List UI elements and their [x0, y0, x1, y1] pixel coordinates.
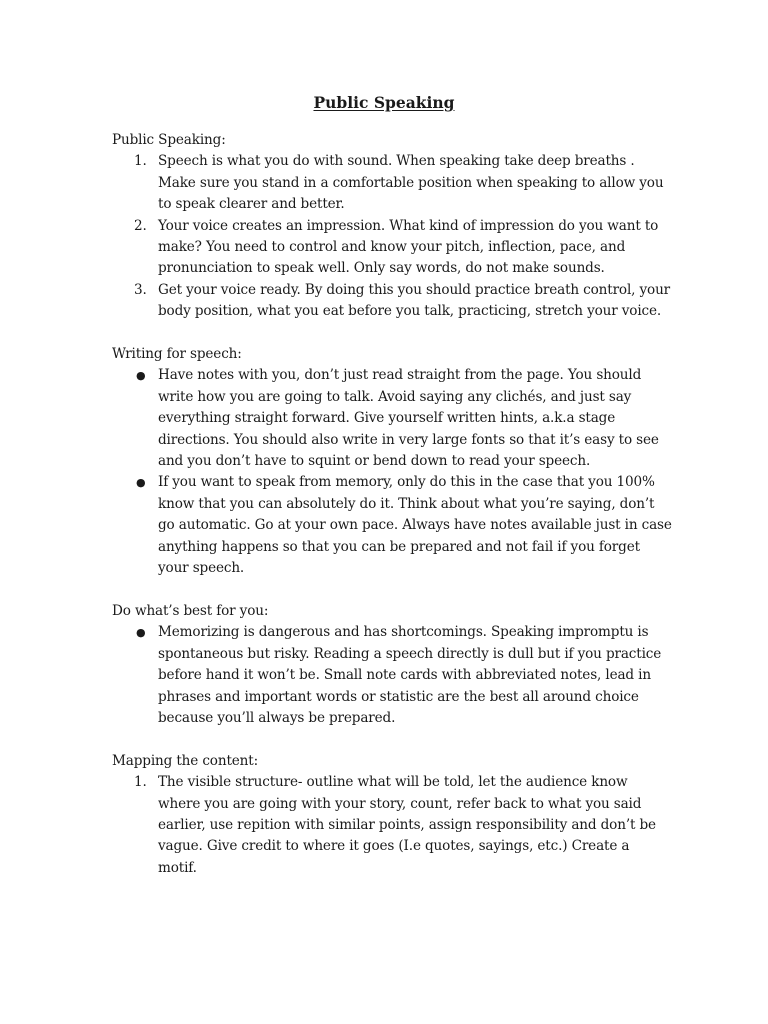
- document-body: [112, 130, 672, 901]
- list-item: [112, 151, 672, 215]
- bullet-icon: ●: [136, 626, 146, 640]
- bullet-icon: ●: [136, 369, 146, 383]
- section-do-whats-best: [112, 601, 672, 729]
- section-heading: Mapping the content:: [112, 752, 258, 769]
- document-title: Public Speaking: [313, 93, 455, 112]
- list-item-text: Your voice creates an impression. What kind of impression do you want to make? You need to control and know your pitch, inflection, pace, and pronunciation to speak well. Only say words, do not make sounds.: [158, 217, 659, 277]
- list-number: 3.: [134, 281, 147, 298]
- list-item: [112, 280, 672, 323]
- list-item-text: Speech is what you do with sound. When speaking take deep breaths . Make sure you stand in a comfortable position when speaking to allow you to speak clearer and better.: [158, 153, 664, 213]
- section-heading: Public Speaking:: [112, 132, 226, 148]
- section-mapping-the-content: [112, 751, 672, 879]
- list-number: 1.: [134, 774, 147, 791]
- list-item-text: Get your voice ready. By doing this you should practice breath control, your body position, what you eat before you talk, practicing, stretch your voice.: [158, 281, 671, 320]
- list-item: [112, 365, 672, 472]
- list-item-text: The visible structure- outline what will be told, let the audience know where you are going with your story, count, refer back to what you said earlier, use repition with similar points, assign responsibility and don’t be vague. Give credit to where it goes (I.e quotes, sayings, etc.) Create a motif.: [158, 774, 656, 876]
- list-number: 2.: [134, 217, 147, 234]
- list-item-text: Memorizing is dangerous and has shortcomings. Speaking impromptu is spontaneous but risky. Reading a speech directly is dull but if you practice before hand it won’t be. Small note cards with abbreviated notes, lead in phrases and important words or statistic are the best all around choice because you’ll always be prepared.: [158, 624, 662, 726]
- list-item: [112, 772, 672, 879]
- bullet-icon: ●: [136, 476, 146, 490]
- list-item-text: If you want to speak from memory, only do this in the case that you 100% know that you can absolutely do it. Think about what you’re saying, don’t go automatic. Go at your own pace. Always have notes available just in case anything happens so that you can be prepared and not fail if you forget your speech.: [158, 474, 672, 577]
- section-writing-for-speech: [112, 344, 672, 579]
- section-public-speaking: [112, 130, 672, 323]
- list-item: [112, 472, 672, 579]
- section-heading: Do what’s best for you:: [112, 602, 269, 619]
- list-item: [112, 622, 672, 729]
- list-number: 1.: [134, 153, 147, 170]
- section-heading: Writing for speech:: [112, 346, 242, 363]
- list-item: [112, 216, 672, 280]
- list-item-text: Have notes with you, don’t just read straight from the page. You should write how you are going to talk. Avoid saying any clichés, and just say everything straight forward. Give yourself written hints, a.k.a stage directions. You should also write in very large fonts so that it’s easy to see and you don’t have to squint or bend down to read your speech.: [158, 367, 659, 470]
